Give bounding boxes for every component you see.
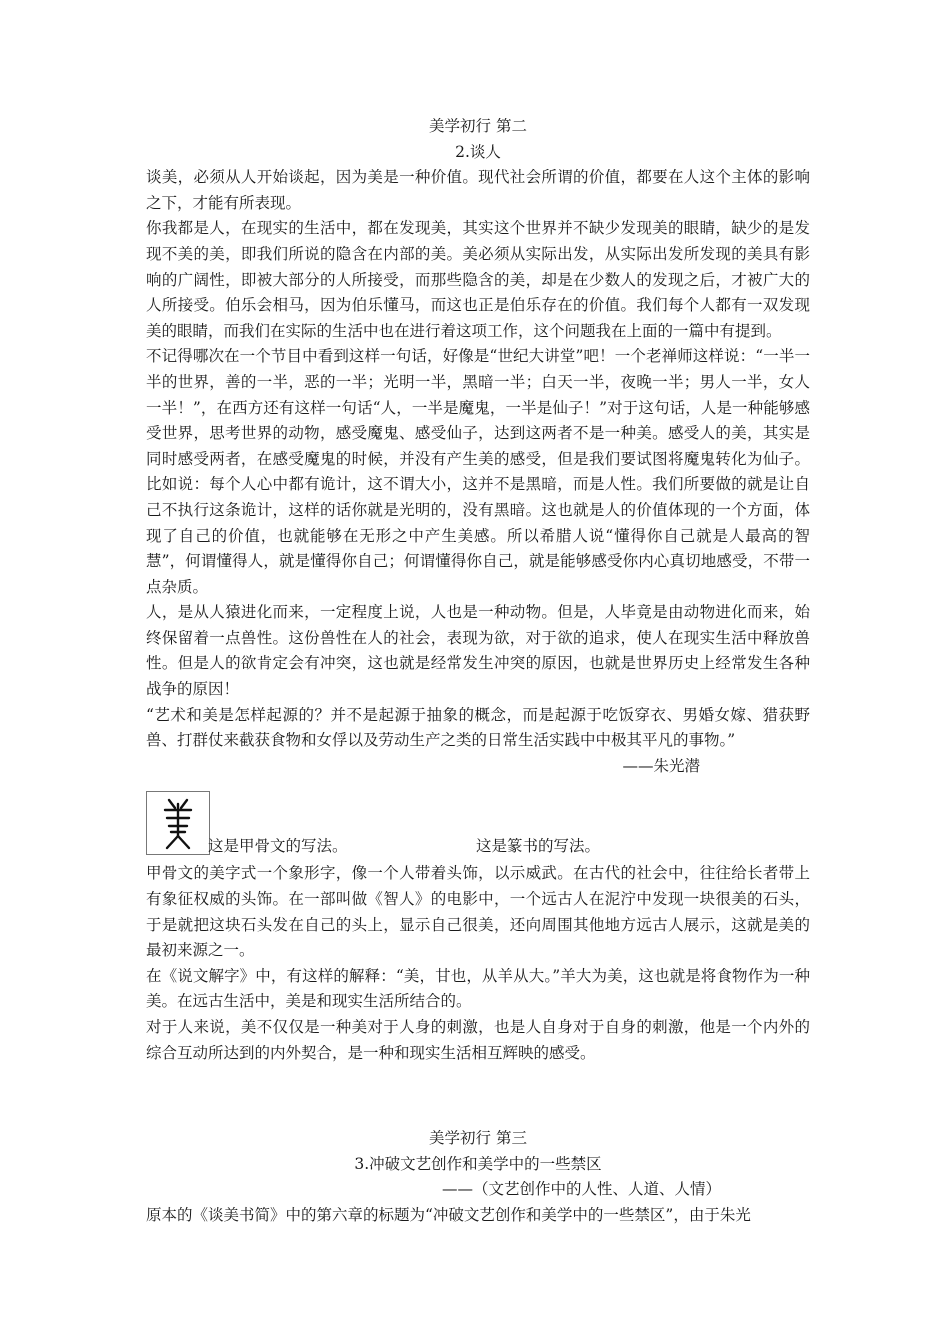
paragraph: 对于人来说，美不仅仅是一种美对于人身的刺激，也是人自身对于自身的刺激，他是一个内外的综合互动所达到的内外契合，是一种和现实生活相互辉映的感受。 <box>146 1018 810 1062</box>
section-3-subheading: 3.冲破文艺创作和美学中的一些禁区 <box>354 1154 602 1173</box>
section-2-heading: 美学初行 第二 <box>429 117 527 135</box>
oracle-bone-caption: 这是甲骨文的写法。 <box>208 836 348 855</box>
character-illustrations <box>146 791 810 861</box>
seal-script-caption: 这是篆书的写法。 <box>476 836 601 855</box>
section-3-subtitle: ——（文艺创作中的人性、人道、人情） <box>442 1180 722 1199</box>
paragraph: 人，是从人猿进化而来，一定程度上说，人也是一种动物。但是，人毕竟是由动物进化而来，始终保留着一点兽性。这份兽性在人的社会，表现为欲，对于欲的追求，使人在现实生活中释放兽性。但是人的欲肯定会有冲突，这也就是经常发生冲突的原因，也就是世界历史上经常发生各种战争的原因！ <box>146 603 810 699</box>
document-body <box>146 114 810 1229</box>
paragraph: 谈美，必须从人开始谈起，因为美是一种价值。现代社会所谓的价值，都要在人这个主体的影响之下，才能有所表现。 <box>146 168 810 212</box>
paragraph: 甲骨文的美字式一个象形字，像一个人带着头饰，以示威武。在古代的社会中，往往给长者带上有象征权威的头饰。在一部叫做《智人》的电影中，一个远古人在泥泞中发现一块很美的石头，于是就把这块石头发在自己的头上，显示自己很美，还向周围其他地方远古人展示，这就是美的最初来源之一。 <box>146 864 810 960</box>
section-3-heading: 美学初行 第三 <box>429 1129 527 1148</box>
paragraph: 在《说文解字》中，有这样的解释：“美，甘也，从羊从大。”羊大为美，这也就是将食物作为一种美。在远古生活中，美是和现实生活所结合的。 <box>146 966 810 1011</box>
oracle-bone-glyph-image <box>146 791 210 855</box>
quote-attribution: ——朱光潜 <box>622 756 700 775</box>
section-2-subheading: 2.谈人 <box>455 142 501 161</box>
paragraph: 原本的《谈美书简》中的第六章的标题为“冲破文艺创作和美学中的一些禁区”，由于朱光 <box>146 1205 751 1224</box>
quotation: “艺术和美是怎样起源的？并不是起源于抽象的概念，而是起源于吃饭穿衣、男婚女嫁、猎获野兽、打群仗来截获食物和女俘以及劳动生产之类的日常生活实践中中极其平凡的事物。” <box>146 705 810 750</box>
paragraph: 你我都是人，在现实的生活中，都在发现美，其实这个世界并不缺少发现美的眼睛，缺少的是发现不美的美，即我们所说的隐含在内部的美。美必须从实际出发，从实际出发所发现的美具有影响的广阔性，即被大部分的人所接受，而那些隐含的美，却是在少数人的发现之后，才被广大的人所接受。伯乐会相马，因为伯乐懂马，而这也正是伯乐存在的价值。我们每个人都有一双发现美的眼睛，而我们在实际的生活中也在进行着这项工作，这个问题我在上面的一篇中有提到。 <box>146 219 810 340</box>
paragraph: 不记得哪次在一个节目中看到这样一句话，好像是“世纪大讲堂”吧！一个老禅师这样说：“一半一半的世界，善的一半，恶的一半；光明一半，黑暗一半；白天一半，夜晚一半；男人一半，女人一半！”，在西方还有这样一句话“人，一半是魔鬼，一半是仙子！”对于这句话，人是一种能够感受世界，思考世界的动物，感受魔鬼、感受仙子，达到这两者不是一种美。感受人的美，其实是同时感受两者，在感受魔鬼的时候，并没有产生美的感受，但是我们要试图将魔鬼转化为仙子。比如说：每个人心中都有诡计，这不谓大小，这并不是黑暗，而是人性。我们所要做的就是让自己不执行这条诡计，这样的话你就是光明的，没有黑暗。这也就是人的价值体现的一个方面，体现了自己的价值，也就能够在无形之中产生美感。所以希腊人说“懂得你自己就是人最高的智慧”，何谓懂得人，就是懂得你自己；何谓懂得你自己，就是能够感受你内心真切地感受，不带一点杂质。 <box>146 347 810 596</box>
